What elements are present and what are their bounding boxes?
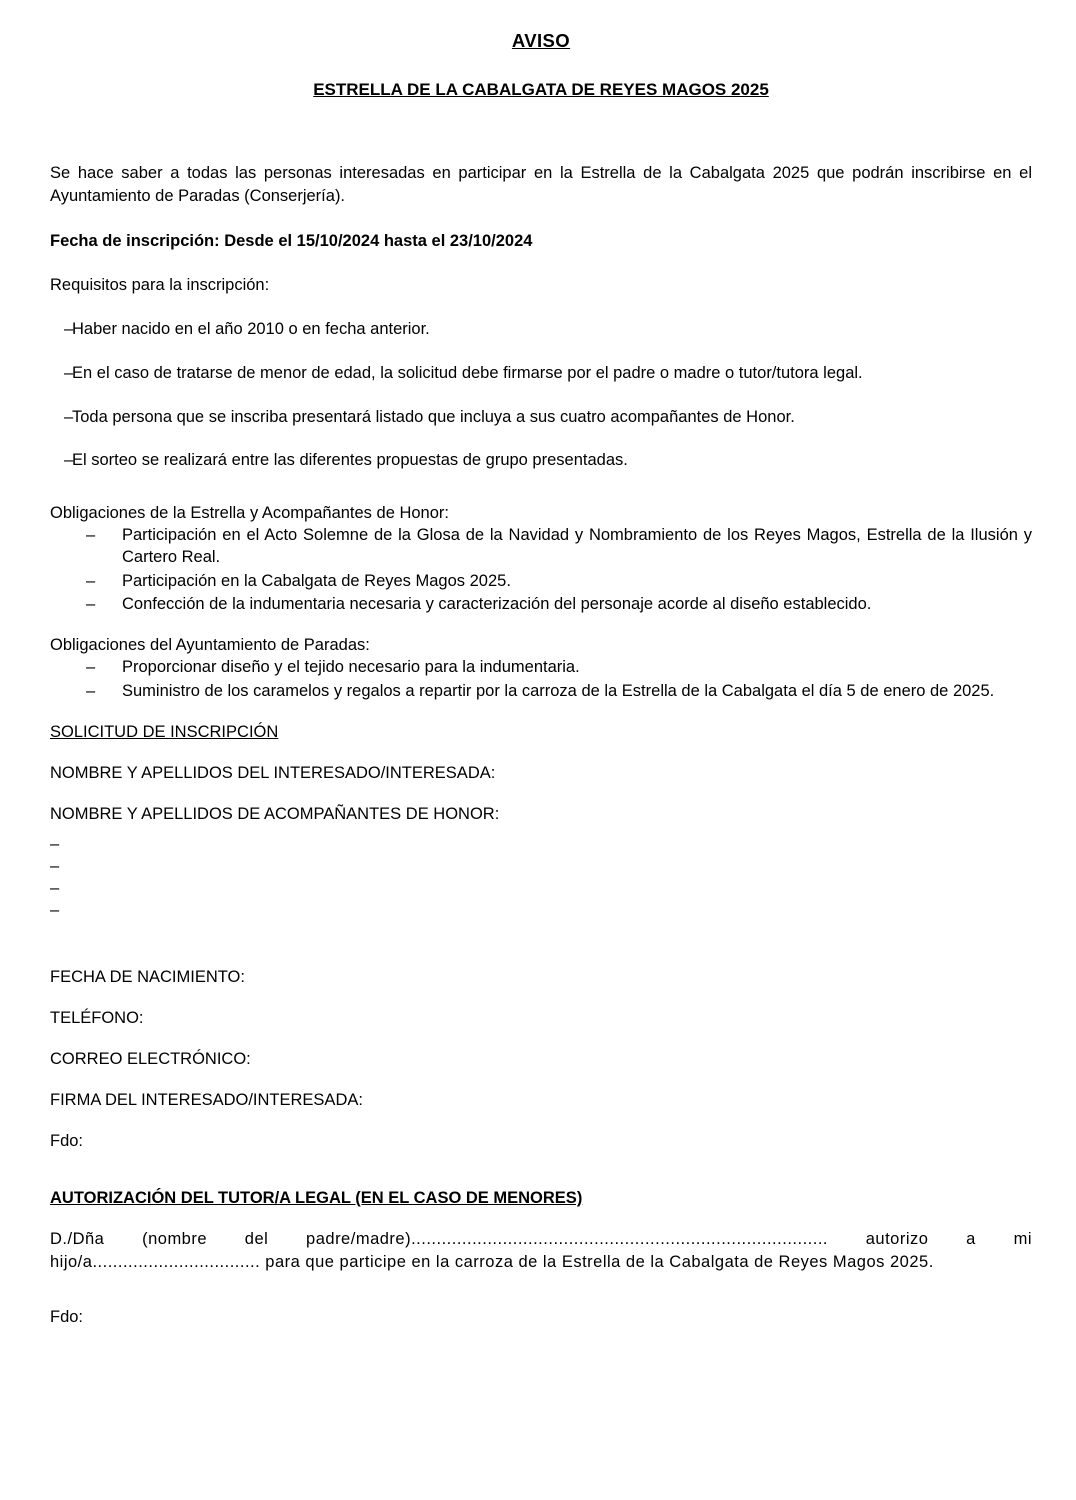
spacer [50, 494, 1032, 504]
page-title: AVISO [511, 30, 571, 51]
spacer [50, 1173, 1032, 1183]
authorization-heading: AUTORIZACIÓN DEL TUTOR/A LEGAL (EN EL CASO DE MENORES) [50, 1188, 583, 1207]
field-label-companions: NOMBRE Y APELLIDOS DE ACOMPAÑANTES DE HONOR: [50, 804, 500, 823]
authorization-paragraph: D./Dña (nombre del padre/madre).................................................................................. autorizo a mi hijo/a................................. para que participe en la carroza de la Estrella de la Cabalgata de Reyes Magos 2025. [50, 1229, 1032, 1271]
list-item: – Toda persona que se inscriba presentará listado que incluya a sus cuatro acompañantes de Honor. [50, 407, 1032, 429]
field-label-birthdate: FECHA DE NACIMIENTO: [50, 967, 245, 986]
companion-slot: – [50, 878, 60, 897]
spacer [50, 942, 1032, 968]
companion-slot: – [50, 856, 60, 875]
obligations-star-heading: Obligaciones de la Estrella y Acompañantes de Honor: [50, 504, 449, 523]
list-item: – En el caso de tratarse de menor de edad, la solicitud debe firmarse por el padre o madre o tutor/tutora legal. [50, 363, 1032, 385]
list-item: – Participación en la Cabalgata de Reyes Magos 2025. [72, 571, 1032, 593]
companion-slot: – [50, 900, 60, 919]
field-label-phone: TELÉFONO: [50, 1008, 144, 1027]
list-item: – Participación en el Acto Solemne de la Glosa de la Navidad y Nombramiento de los Reyes Magos, Estrella de la Ilusión y Cartero Real. [72, 525, 1032, 569]
requirements-heading: Requisitos para la inscripción: [50, 276, 270, 295]
requirements-list [50, 319, 1032, 472]
list-item: – Proporcionar diseño y el tejido necesario para la indumentaria. [72, 657, 1032, 679]
companion-slots [50, 832, 1032, 920]
field-label-signed: Fdo: [50, 1131, 84, 1150]
obligations-council-list [50, 657, 1032, 703]
list-item: – Suministro de los caramelos y regalos a repartir por la carroza de la Estrella de la Cabalgata el día 5 de enero de 2025. [72, 681, 1032, 703]
authorization-signed-label: Fdo: [50, 1307, 84, 1326]
document-body [50, 162, 1032, 1327]
form-heading: SOLICITUD DE INSCRIPCIÓN [50, 722, 279, 741]
authorization-section [50, 1189, 1032, 1327]
intro-paragraph: Se hace saber a todas las personas interesadas en participar en la Estrella de la Cabalgata 2025 que podrán inscribirse en el Ayuntamiento de Paradas (Conserjería). [50, 164, 1032, 205]
registration-date: Fecha de inscripción: Desde el 15/10/2024 hasta el 23/10/2024 [50, 231, 533, 250]
obligations-council-heading: Obligaciones del Ayuntamiento de Paradas: [50, 636, 370, 655]
list-item: – Confección de la indumentaria necesaria y caracterización del personaje acorde al diseño establecido. [72, 594, 1032, 616]
field-label-signature: FIRMA DEL INTERESADO/INTERESADA: [50, 1090, 363, 1109]
field-label-email: CORREO ELECTRÓNICO: [50, 1049, 251, 1068]
page-subtitle: ESTRELLA DE LA CABALGATA DE REYES MAGOS 2025 [313, 80, 769, 99]
obligations-star-list [50, 525, 1032, 616]
list-item: – Haber nacido en el año 2010 o en fecha anterior. [50, 319, 1032, 341]
companion-slot: – [50, 834, 60, 853]
field-label-name: NOMBRE Y APELLIDOS DEL INTERESADO/INTERESADA: [50, 763, 496, 782]
list-item: – El sorteo se realizará entre las diferentes propuestas de grupo presentadas. [50, 450, 1032, 472]
